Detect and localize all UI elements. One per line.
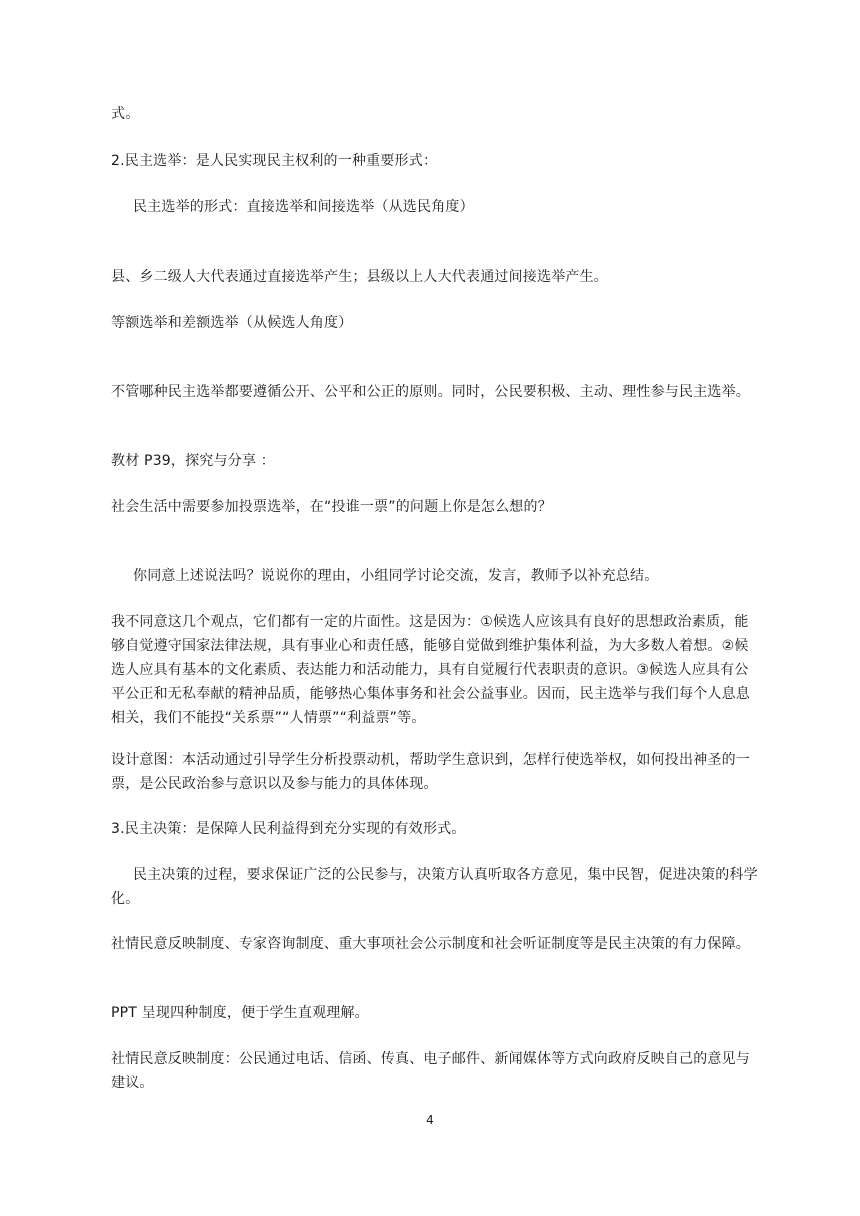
paragraph-decision-process: 民主决策的过程，要求保证广泛的公民参与，决策方认真听取各方意见，集中民智，促进决策的科学化。 [111,867,758,907]
paragraph-continuation: 式。 [111,106,140,122]
heading-democratic-election: 2.民主选举：是人民实现民主权利的一种重要形式： [111,153,438,169]
paragraph-public-opinion-system: 社情民意反映制度：公民通过电话、信函、传真、电子邮件、新闻媒体等方式向政府反映自己的意见与建议。 [111,1051,750,1091]
paragraph-decision-systems: 社情民意反映制度、专家咨询制度、重大事项社会公示制度和社会听证制度等是民主决策的有力保障。 [111,936,750,952]
paragraph-voting-question: 社会生活中需要参加投票选举，在“投谁一票”的问题上你是怎么想的？ [111,499,552,515]
paragraph-election-principles: 不管哪种民主选举都要遵循公开、公平和公正的原则。同时，公民要积极、主动、理性参与民主选举。 [111,384,750,400]
paragraph-answer: 我不同意这几个观点，它们都有一定的片面性。这是因为：①候选人应该具有良好的思想政治素质，能够自觉遵守国家法律法规，具有事业心和责任感，能够自觉做到维护集体利益，为大多数人着想。②候选人应具有基本的文化素质、表达能力和活动能力，具有自觉履行代表职责的意识。③候选人应具有公平公正和无私奉献的精神品质，能够热心集体事务和社会公益事业。因而，民主选举与我们每个人息息相关，我们不能投“关系票”“人情票”“利益票”等。 [111,614,750,726]
paragraph-discussion-prompt: 你同意上述说法吗？说说你的理由，小组同学讨论交流，发言，教师予以补充总结。 [133,568,659,584]
paragraph-equal-differential: 等额选举和差额选举（从候选人角度） [111,315,353,331]
paragraph-election-forms: 民主选举的形式：直接选举和间接选举（从选民角度） [133,199,474,215]
paragraph-design-intent: 设计意图：本活动通过引导学生分析投票动机，帮助学生意识到，怎样行使选举权，如何投出神圣的一票，是公民政治参与意识以及参与能力的具体体现。 [111,752,750,792]
paragraph-ppt: PPT 呈现四种制度，便于学生直观理解。 [111,1005,369,1021]
paragraph-textbook-ref: 教材 P39，探究与分享 ： [111,453,275,469]
paragraph-direct-indirect: 县、乡二级人大代表通过直接选举产生；县级以上人大代表通过间接选举产生。 [111,269,608,285]
heading-democratic-decision: 3.民主决策：是保障人民利益得到充分实现的有效形式。 [111,821,466,837]
page-number: 4 [426,1113,434,1127]
